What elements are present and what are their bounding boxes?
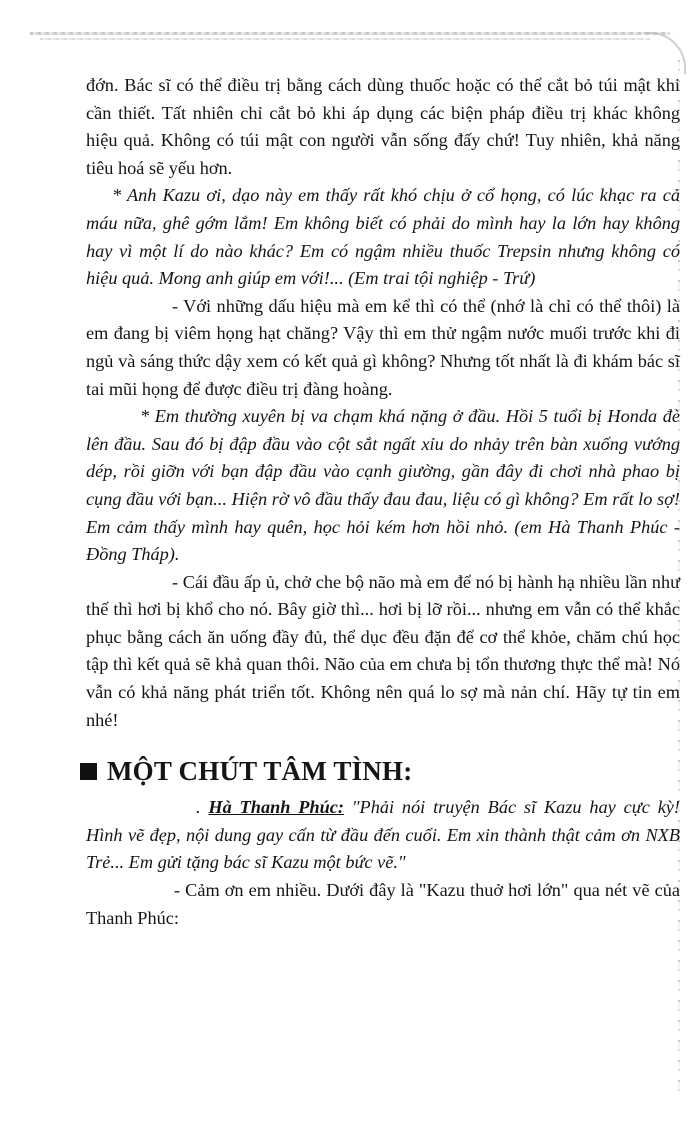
section-heading-text: MỘT CHÚT TÂM TÌNH:	[107, 756, 413, 787]
scan-edge-top-second	[40, 38, 650, 40]
paragraph-gallbladder-continued: đớn. Bác sĩ có thể điều trị bằng cách dùng thuốc hoặc có thể cắt bỏ túi mật khi cần thiết. Tất nhiên chỉ cắt bỏ khi áp dụng các biện pháp điều trị khác không hiệu quả. Không có túi mật con người vẫn sống đấy chứ! Tuy nhiên, khả năng tiêu hoá sẽ yếu hơn.	[86, 75, 680, 178]
letter-text: "Phải nói truyện Bác sĩ Kazu hay cực kỳ! Hình vẽ đẹp, nội dung gay cấn từ đầu đến cuối. Em xin thành thật cảm ơn NXB Trẻ... Em gửi tặng bác sĩ Kazu một bức vẽ."	[86, 797, 681, 873]
page-body	[86, 72, 680, 932]
answer-head-injury: - Cái đầu ấp ủ, chở che bộ não mà em để nó bị hành hạ nhiều lần như thế thì hơi bị khổ cho nó. Bây giờ thì... hơi bị lỡ rồi... nhưng em vẫn có thể khắc phục bằng cách ăn uống đầy đủ, thể dục đều đặn để cơ thể khỏe, chăm chú học tập thì kết quả sẽ khả quan thôi. Não của em chưa bị tổn thương thực thể mà! Nó vẫn có khả năng phát triển tốt. Không nên quá lo sợ mà nản chí. Hãy tự tin em nhé!	[86, 571, 680, 730]
reader-letter	[86, 794, 680, 877]
reply-to-letter: - Cảm ơn em nhiều. Dưới đây là "Kazu thuở hơi lớn" qua nét vẽ của Thanh Phúc:	[86, 880, 680, 928]
answer-throat: - Với những dấu hiệu mà em kể thì có thể (nhớ là chỉ có thể thôi) là em đang bị viêm họng hạt chăng? Vậy thì em thử ngậm nước muối trước khi đi ngủ và sáng thức dậy xem có kết quả gì không? Nhưng tốt nhất là đi khám bác sĩ tai mũi họng để được điều trị đàng hoàng.	[86, 295, 680, 399]
square-bullet-icon	[80, 763, 97, 780]
section-heading	[80, 754, 680, 788]
scan-edge-top	[30, 32, 670, 35]
question-throat: * Anh Kazu ơi, dạo này em thấy rất khó chịu ở cổ họng, có lúc khạc ra cả máu nữa, ghê gớm lắm! Em không biết có phải do mình hay la lớn hay không hay vì một lí do nào khác? Em có ngậm nhiều thuốc Trepsin nhưng không có hiệu quả. Mong anh giúp em với!... (Em trai tội nghiệp - Trứ)	[86, 185, 680, 289]
letter-prefix: .	[196, 797, 209, 818]
letter-signer: Hà Thanh Phúc:	[208, 797, 344, 818]
question-head-injury: * Em thường xuyên bị va chạm khá nặng ở đầu. Hồi 5 tuổi bị Honda đè lên đầu. Sau đó bị đập đầu vào cột sắt ngất xỉu do nhảy trên bàn xuống vướng dép, rồi giỡn với bạn đập đầu vào cạnh giường, gần đây đi chơi nhà phao bị cụng đầu với bạn... Hiện rờ vô đầu thấy đau đau, liệu có gì không? Em rất lo sợ! Em cảm thấy mình hay quên, học hỏi kém hơn hồi nhỏ. (em Hà Thanh Phúc - Đồng Tháp).	[86, 406, 680, 565]
